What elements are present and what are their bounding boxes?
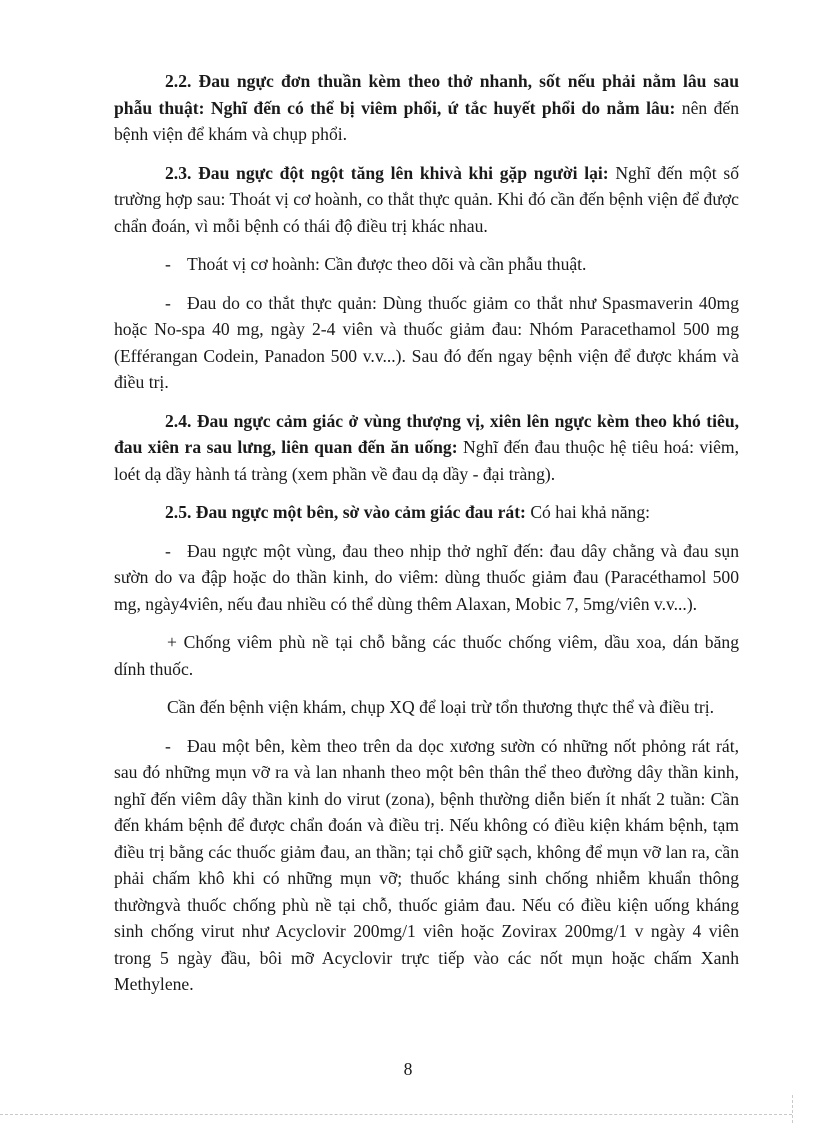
bullet-mark: ‐ bbox=[165, 540, 171, 561]
bullet-text: Đau một bên, kèm theo trên da dọc xương sườn có những nốt phỏng rát rát, sau đó những mụn vỡ ra và lan nhanh theo một bên thân thể theo đường dây thần kinh, nghĩ đến viêm dây thần kinh do virut (zona), bệnh thường diễn biến ít nhất 2 tuần: Cần đến khám bệnh để được chẩn đoán và điều trị. Nếu không có điều kiện khám bệnh, tạm điều trị bằng các thuốc giảm đau, an thần; tại chỗ giữ sạch, không để mụn vỡ lan ra, cần phải chấm khô khi có những mụn vỡ; thuốc kháng sinh chống nhiễm khuẩn thông thườngvà thuốc chống phù nề tại chỗ, thuốc giảm đau. Nếu có điều kiện uống kháng sinh chống virut như Acyclovir 200mg/1 viên hoặc Zovirax 200mg/1 v ngày 4 viên trong 5 ngày đầu, bôi mỡ Acyclovir trực tiếp vào các nốt mụn hoặc chấm Xanh Methylene. bbox=[114, 735, 739, 994]
section-text: Nghĩ đến đau thuộc hệ tiêu hoá: viêm, loét dạ dầy hành tá tràng (xem phần về đau dạ dầy - đại tràng). bbox=[114, 437, 740, 484]
bullet-mark: ‐ bbox=[165, 292, 171, 313]
paragraph bbox=[114, 694, 739, 721]
bullet-mark: ‐ bbox=[165, 735, 171, 756]
section-2-3 bbox=[114, 160, 739, 240]
bullet-item bbox=[114, 733, 739, 998]
section-heading: 2.2. Đau ngực đơn thuần kèm theo thở nhanh, sốt nếu phải nằm lâu sau phẫu thuật: Nghĩ đến có thể bị viêm phổi, ứ tắc huyết phổi do nằm lâu: bbox=[114, 71, 739, 118]
bullet-item bbox=[114, 251, 739, 278]
section-text: Nghĩ đến một số trường hợp sau: Thoát vị cơ hoành, co thắt thực quản. Khi đó cần đến bệnh viện để được chẩn đoán, vì mỗi bệnh có thái độ điều trị khác nhau. bbox=[114, 162, 739, 236]
section-2-2 bbox=[114, 68, 739, 148]
section-text: nên đến bệnh viện để khám và chụp phổi. bbox=[114, 97, 739, 144]
bullet-text: Đau ngực một vùng, đau theo nhịp thở nghĩ đến: đau dây chằng và đau sụn sườn do va đập hoặc do thần kinh, do viêm: dùng thuốc giảm đau (Paracéthamol 500 mg, ngày4viên, nếu đau nhiều có thể dùng thêm Alaxan, Mobic 7, 5mg/viên v.v...). bbox=[114, 540, 739, 614]
bullet-text: Thoát vị cơ hoành: Cần được theo dõi và cần phẫu thuật. bbox=[187, 254, 587, 274]
bullet-item bbox=[114, 290, 739, 396]
paragraph bbox=[114, 629, 739, 682]
page-edge-marker bbox=[792, 1095, 793, 1123]
section-2-4 bbox=[114, 408, 739, 488]
document-body bbox=[114, 68, 739, 1010]
page-number: 8 bbox=[403, 1059, 413, 1079]
section-2-5 bbox=[114, 499, 739, 526]
section-heading: 2.3. Đau ngực đột ngột tăng lên khivà khi gặp người lại: bbox=[165, 162, 609, 183]
section-text: Có hai khả năng: bbox=[525, 502, 651, 522]
paragraph-text: Cần đến bệnh viện khám, chụp XQ để loại trừ tổn thương thực thể và điều trị. bbox=[167, 697, 715, 717]
bullet-mark: ‐ bbox=[165, 254, 171, 274]
footer-divider bbox=[0, 1114, 792, 1115]
bullet-item bbox=[114, 538, 739, 618]
section-heading: 2.4. Đau ngực cảm giác ở vùng thượng vị, xiên lên ngực kèm theo khó tiêu, đau xiên ra sau lưng, liên quan đến ăn uống: bbox=[114, 410, 739, 457]
bullet-text: Đau do co thắt thực quản: Dùng thuốc giảm co thắt như Spasmaverin 40mg hoặc No-spa 40 mg, ngày 2-4 viên và thuốc giảm đau: Nhóm Paracethamol 500 mg (Efférangan Codein, Panadon 500 v.v...). Sau đó đến ngay bệnh viện để được khám và điều trị. bbox=[114, 292, 739, 392]
paragraph-text: + Chống viêm phù nề tại chỗ bằng các thuốc chống viêm, dầu xoa, dán băng dính thuốc. bbox=[114, 632, 739, 679]
section-heading: 2.5. Đau ngực một bên, sờ vào cảm giác đau rát: bbox=[165, 502, 526, 522]
